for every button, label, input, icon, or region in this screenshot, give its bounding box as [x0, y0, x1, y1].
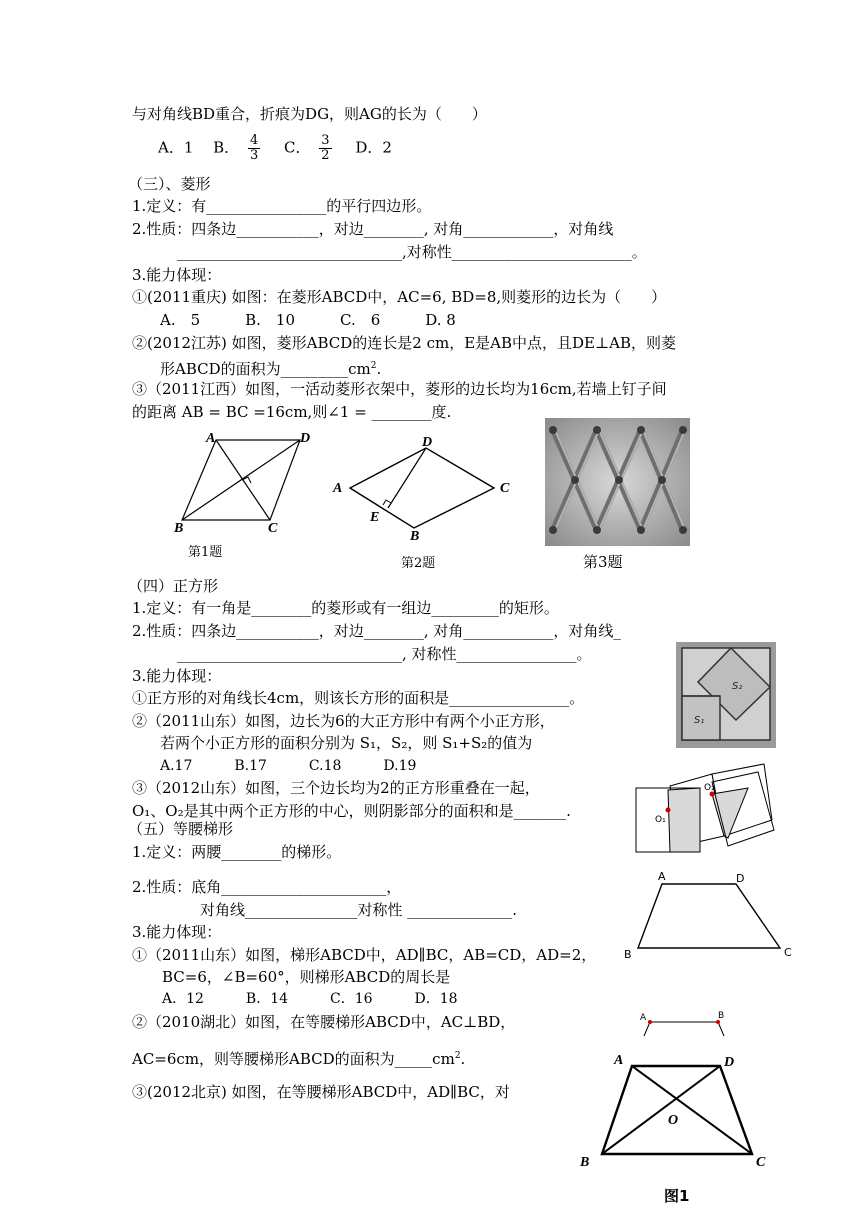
- square-property-2: ______________________________, 对称性________________。: [177, 645, 592, 663]
- label-c: C: [784, 946, 792, 959]
- trapezoid-question-2-a: ②（2010湖北）如图，在等腰梯形ABCD中，AC⊥BD，: [132, 1013, 516, 1031]
- label-s1: S₁: [694, 715, 705, 726]
- label-c: C: [500, 481, 510, 496]
- rhombus-question-3-b: 的距离 AB = BC =16cm,则∠1 = ________度.: [132, 403, 452, 421]
- trapezoid-question-1-options: A．12 B．14 C．16 D．18: [162, 991, 458, 1007]
- section-square-heading: （四）正方形: [128, 577, 219, 595]
- figure-three-squares: [628, 754, 804, 864]
- figure-square-s1-s2: [676, 642, 776, 748]
- rhombus-definition: 1.定义：有________________的平行四边形。: [132, 197, 432, 215]
- rhombus-question-3-a: ③（2011江西）如图，一活动菱形衣架中，菱形的边长均为16cm,若墙上钉子间: [132, 380, 667, 398]
- label-b: B: [174, 521, 184, 536]
- square-ability-heading: 3.能力体现：: [132, 667, 222, 685]
- fraction-3-2: $\frac{3}{2}$: [321, 133, 330, 163]
- label-o1: O₁: [655, 815, 666, 825]
- caption-q2: 第2题: [401, 556, 436, 571]
- label-e: E: [370, 510, 380, 525]
- label-d: D: [300, 431, 311, 446]
- label-b: B: [410, 529, 420, 542]
- trapezoid-question-3: ③(2012北京) 如图，在等腰梯形ABCD中，AD∥BC，对: [132, 1083, 510, 1101]
- trapezoid-definition: 1.定义：两腰________的梯形。: [132, 843, 342, 861]
- rhombus-question-2-a: ②(2012江苏) 如图，菱形ABCD的连长是2 cm，E是AB中点，且DE⊥AB，则菱: [132, 334, 676, 352]
- trapezoid-ability-heading: 3.能力体现：: [132, 923, 222, 941]
- label-o2: O₂: [704, 783, 715, 793]
- square-property-1: 2.性质：四条边___________，对边________, 对角____________，对角线_: [132, 622, 621, 640]
- caption-q1: 第1题: [188, 545, 223, 560]
- label-d: D: [736, 872, 745, 885]
- label-a: A: [614, 1053, 624, 1068]
- trapezoid-property-1: 2.性质：底角______________________，: [132, 878, 402, 896]
- square-definition: 1.定义：有一角是________的菱形或有一组边_________的矩形。: [132, 599, 559, 617]
- label-b: B: [624, 948, 632, 961]
- label-c: C: [756, 1155, 766, 1170]
- fraction-4-3: $\frac{4}{3}$: [249, 133, 259, 163]
- square-question-3-b: O₁、O₂是其中两个正方形的中心，则阴影部分的面积和是_______.: [132, 802, 571, 820]
- square-question-2-b: 若两个小正方形的面积分别为 S₁，S₂，则 S₁+S₂的值为: [160, 734, 533, 752]
- section-rhombus-heading: （三）、菱形: [128, 175, 211, 193]
- rhombus-property-2: ______________________________,对称性________________________。: [177, 243, 647, 261]
- square-question-2-a: ②（2011山东）如图，边长为6的大正方形中有两个小正方形，: [132, 712, 555, 730]
- label-d: D: [422, 435, 433, 450]
- square-question-1: ①正方形的对角线长4cm，则该长方形的面积是________________。: [132, 689, 585, 707]
- label-b: B: [580, 1155, 590, 1170]
- label-c: C: [268, 521, 278, 536]
- option-a-b: A．1 B．: [158, 138, 240, 157]
- caption-figure-1: 图1: [664, 1187, 690, 1205]
- answer-options-line: [158, 134, 392, 163]
- label-d: D: [724, 1055, 735, 1070]
- label-s2: S₂: [732, 681, 743, 692]
- trapezoid-property-2: 对角线_______________对称性 ______________.: [200, 901, 518, 919]
- trapezoid-question-1-a: ①（2011山东）如图，梯形ABCD中，AD∥BC，AB=CD，AD=2，: [132, 946, 597, 964]
- rhombus-question-1-options: A. 5 B. 10 C. 6 D. 8: [160, 311, 456, 329]
- figure-trapezoid-q3: [576, 1044, 776, 1172]
- figure-trapezoid-q2-fragment: [636, 1008, 736, 1038]
- figure-trapezoid-q1: [620, 868, 800, 962]
- label-a: A: [206, 431, 216, 446]
- text-line-1: 与对角线BD重合，折痕为DG，则AG的长为（ ）: [132, 105, 487, 123]
- figure-q2-rhombus: [326, 432, 522, 542]
- label-o: O: [668, 1113, 679, 1128]
- figure-q3-hanger-photo: [545, 418, 690, 546]
- label-a: A: [640, 1013, 647, 1023]
- label-b: B: [718, 1011, 725, 1021]
- section-trapezoid-heading: （五）等腰梯形: [128, 820, 234, 838]
- square-question-3-a: ③（2012山东）如图，三个边长均为2的正方形重叠在一起，: [132, 779, 540, 797]
- figure-q1-rhombus: [170, 428, 320, 538]
- trapezoid-question-1-b: BC=6，∠B=60°，则梯形ABCD的周长是: [162, 968, 451, 986]
- option-d: D．2: [340, 138, 392, 157]
- label-a: A: [658, 870, 666, 883]
- rhombus-question-1: ①(2011重庆) 如图：在菱形ABCD中，AC=6, BD=8,则菱形的边长为（ ）: [132, 288, 667, 306]
- rhombus-property-1: 2.性质：四条边___________，对边________, 对角____________，对角线: [132, 220, 614, 238]
- square-question-2-options: A.17 B.17 C.18 D.19: [160, 758, 417, 774]
- caption-q3: 第3题: [583, 553, 623, 571]
- trapezoid-question-2-b: AC=6cm，则等腰梯形ABCD的面积为$\_\_\_\_\_cm^2$.: [132, 1050, 466, 1068]
- option-c: C．: [269, 138, 311, 157]
- rhombus-ability-heading: 3.能力体现：: [132, 266, 222, 284]
- rhombus-question-2-b: 形ABCD的面积为$\_\_\_\_\_\_\_\_\_cm^2$.: [160, 360, 382, 378]
- label-a: A: [333, 481, 343, 496]
